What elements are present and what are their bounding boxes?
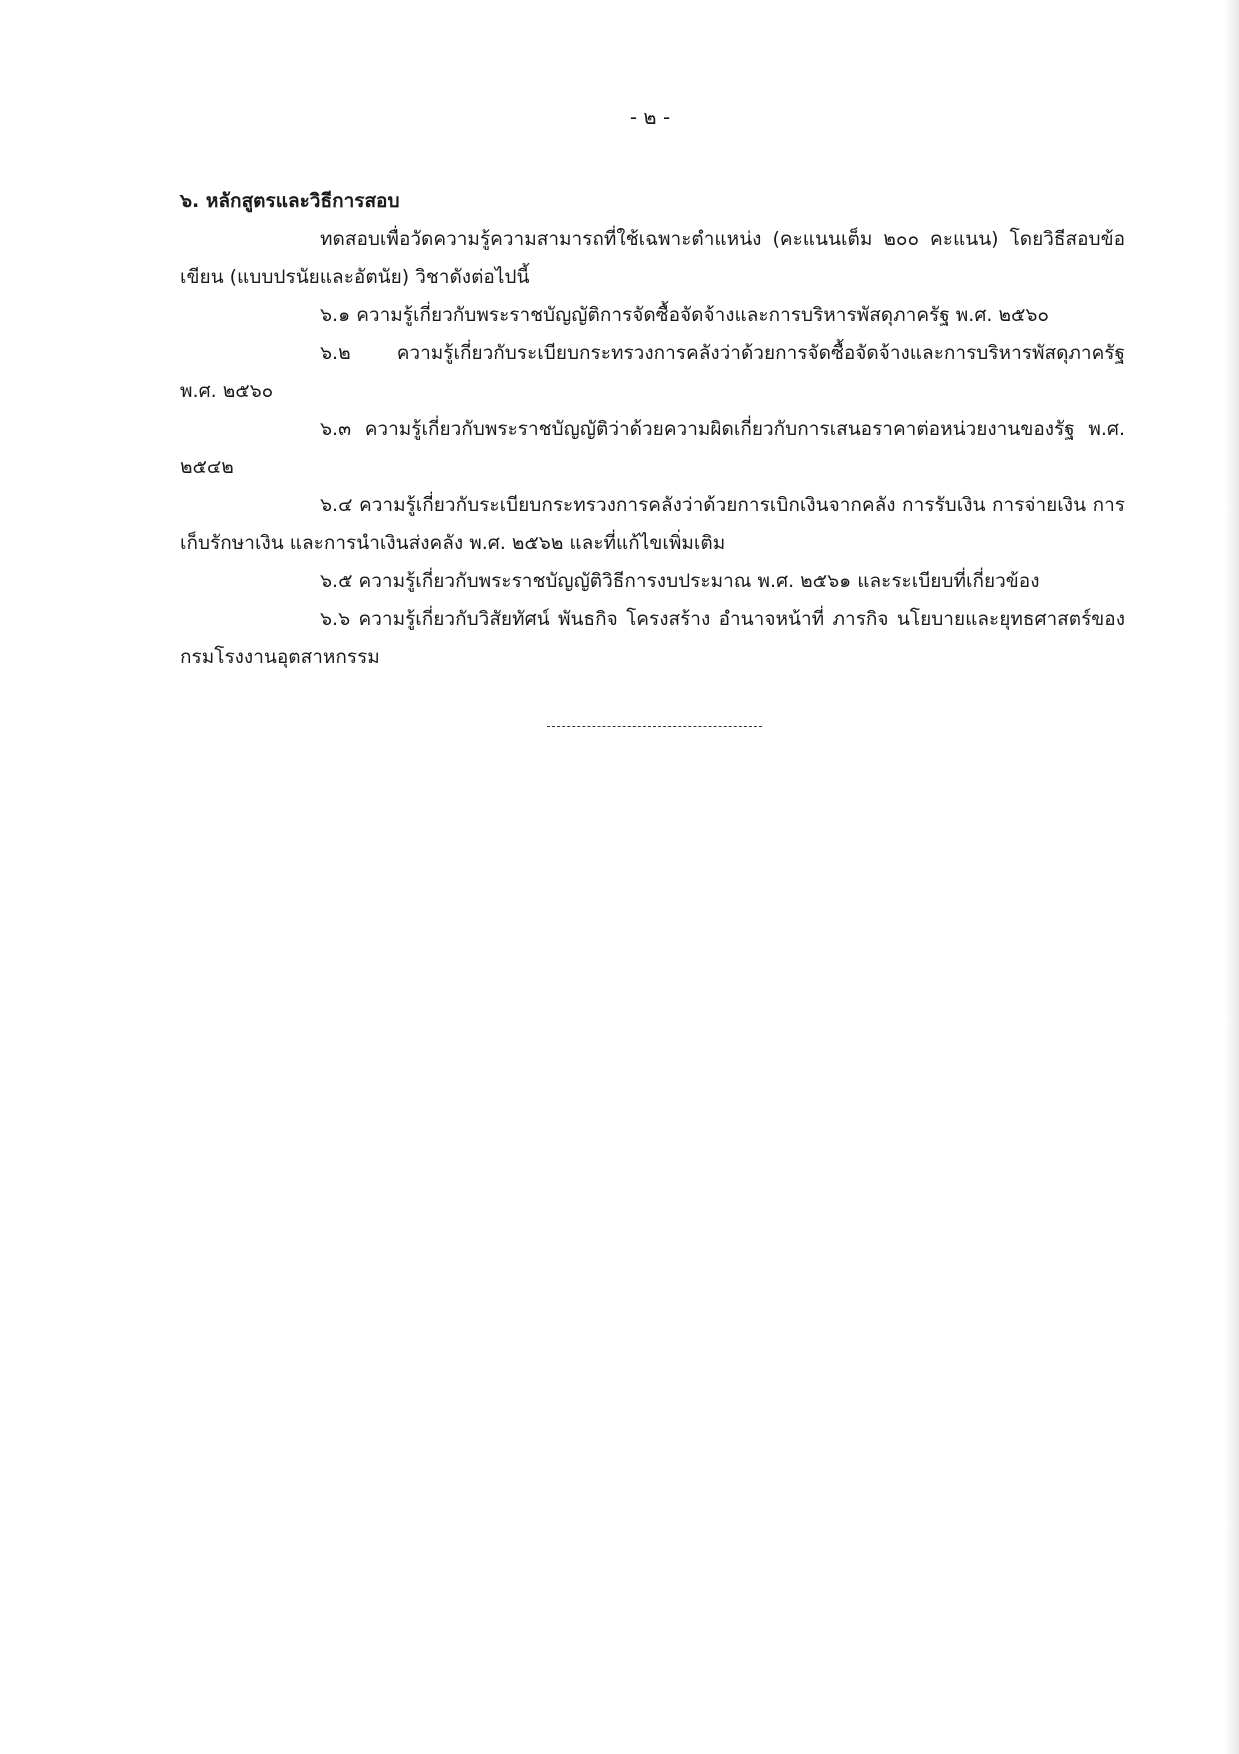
section-heading: ๖. หลักสูตรและวิธีการสอบ bbox=[180, 190, 400, 212]
list-item: ๖.๓ ความรู้เกี่ยวกับพระราชบัญญัติว่าด้วยความผิดเกี่ยวกับการเสนอราคาต่อหน่วยงานของรัฐ พ.ศ. ๒๕๔๒ bbox=[180, 418, 1125, 478]
page-number: - ๒ - bbox=[629, 105, 671, 129]
scan-edge-shadow bbox=[1225, 0, 1239, 1754]
document-body bbox=[180, 182, 1125, 676]
list-item: ๖.๒ ความรู้เกี่ยวกับระเบียบกระทรวงการคลังว่าด้วยการจัดซื้อจัดจ้างและการบริหารพัสดุภาครัฐ พ.ศ. ๒๕๖๐ bbox=[180, 342, 1125, 402]
list-item: ๖.๕ ความรู้เกี่ยวกับพระราชบัญญัติวิธีการงบประมาณ พ.ศ. ๒๕๖๑ และระเบียบที่เกี่ยวข้อง bbox=[320, 570, 1040, 592]
list-item: ๖.๔ ความรู้เกี่ยวกับระเบียบกระทรวงการคลังว่าด้วยการเบิกเงินจากคลัง การรับเงิน การจ่ายเงิน การเก็บรักษาเงิน และการนำเงินส่งคลัง พ.ศ. ๒๕๖๒ และที่แก้ไขเพิ่มเติม bbox=[180, 494, 1125, 554]
list-item: ๖.๖ ความรู้เกี่ยวกับวิสัยทัศน์ พันธกิจ โครงสร้าง อำนาจหน้าที่ ภารกิจ นโยบายและยุทธศาสตร์ของกรมโรงงานอุตสาหกรรม bbox=[180, 608, 1125, 668]
end-of-content-divider bbox=[547, 726, 762, 727]
section-intro: ทดสอบเพื่อวัดความรู้ความสามารถที่ใช้เฉพาะตำแหน่ง (คะแนนเต็ม ๒๐๐ คะแนน) โดยวิธีสอบข้อเขียน (แบบปรนัยและอัตนัย) วิชาดังต่อไปนี้ bbox=[180, 228, 1125, 288]
list-item: ๖.๑ ความรู้เกี่ยวกับพระราชบัญญัติการจัดซื้อจัดจ้างและการบริหารพัสดุภาครัฐ พ.ศ. ๒๕๖๐ bbox=[320, 304, 1050, 326]
